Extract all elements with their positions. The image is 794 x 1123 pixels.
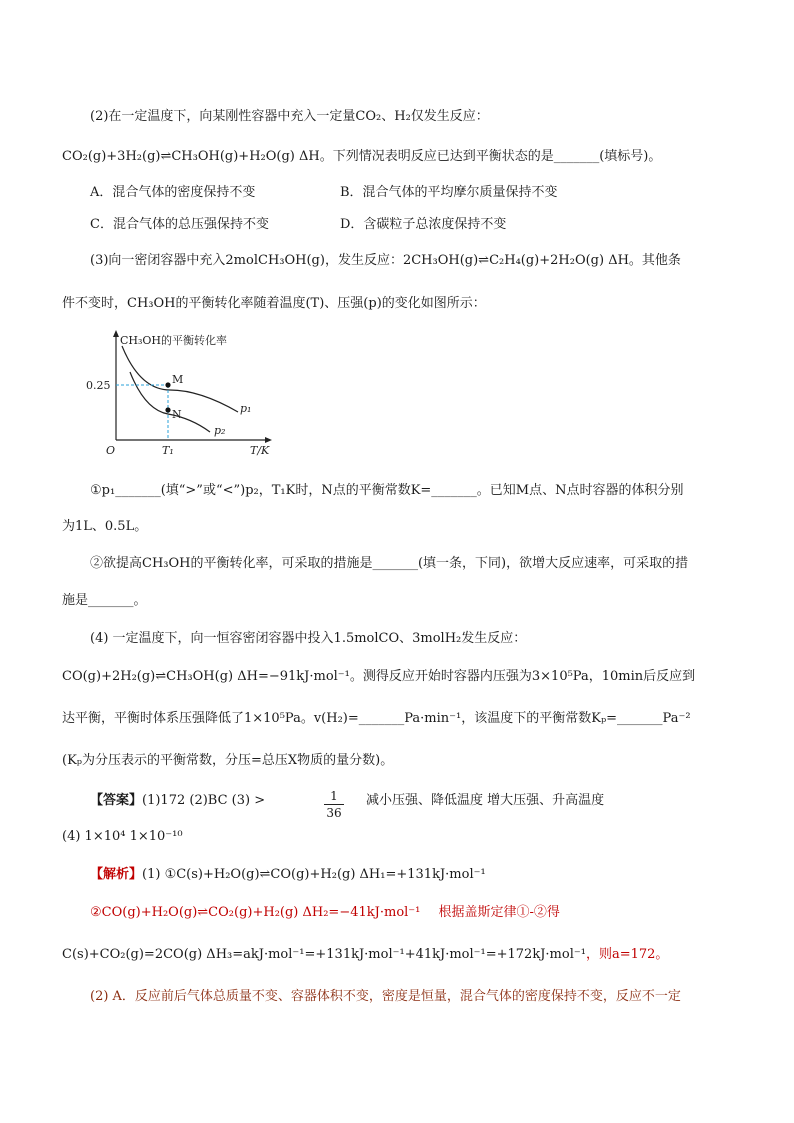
analysis-eq3: C(s)+CO₂(g)=2CO(g) ΔH₃=akJ·mol⁻¹=+131kJ·mol⁻¹+41kJ·mol⁻¹=+172kJ·mol⁻¹ — [62, 947, 586, 962]
analysis-label: 【解析】 — [90, 867, 143, 882]
point-n — [165, 407, 170, 412]
fraction-numerator: 1 — [330, 789, 338, 803]
q3-sub1-line1: ①p₁_______(填“>”或“<”)p₂，T₁K时，N点的平衡常数K=_______。已知M点、N点时容器的体积分别 — [90, 483, 684, 498]
q2-option-a: A．混合气体的密度保持不变 — [90, 185, 256, 200]
analysis-line2 — [90, 904, 560, 922]
q3-sub1-line2: 为1L、0.5L。 — [62, 519, 148, 534]
tick-025: 0.25 — [86, 379, 111, 392]
q3-sub2-line1: ②欲提高CH₃OH的平衡转化率，可采取的措施是_______(填一条，下同)，欲增大反应速率，可采取的措 — [90, 556, 689, 571]
q3-line2: 件不变时，CH₃OH的平衡转化率随着温度(T)、压强(p)的变化如图所示： — [62, 296, 486, 311]
label-origin: O — [106, 444, 116, 457]
fraction-denominator: 36 — [326, 806, 342, 820]
q4-line3: 达平衡，平衡时体系压强降低了1×10⁵Pa。v(H₂)=_______Pa·min⁻¹，该温度下的平衡常数Kₚ=_______Pa⁻² — [62, 711, 691, 726]
point-m — [165, 382, 170, 387]
label-p2: p₂ — [214, 424, 226, 437]
analysis-hess: 根据盖斯定律①-②得 — [438, 905, 560, 920]
analysis-eq1: (1) ①C(s)+H₂O(g)⇌CO(g)+H₂(g) ΔH₁=+131kJ·mol⁻¹ — [142, 867, 486, 882]
analysis-eq2: ②CO(g)+H₂O(g)⇌CO₂(g)+H₂(g) ΔH₂=−41kJ·mol⁻¹ — [90, 905, 421, 920]
q2-option-d: D．含碳粒子总浓度保持不变 — [340, 217, 507, 232]
q3-line1: (3)向一密闭容器中充入2molCH₃OH(g)，发生反应：2CH₃OH(g)⇌C₂H₄(g)+2H₂O(g) ΔH。其他条 — [90, 253, 681, 268]
q2-equation: CO₂(g)+3H₂(g)⇌CH₃OH(g)+H₂O(g) ΔH。下列情况表明反应已达到平衡状态的是_______(填标号)。 — [62, 149, 662, 164]
analysis-line4: (2) A．反应前后气体总质量不变、容器体积不变，密度是恒量，混合气体的密度保持不变，反应不一定 — [90, 989, 681, 1004]
y-axis-arrow — [113, 330, 119, 337]
q4-line2: CO(g)+2H₂(g)⇌CH₃OH(g) ΔH=−91kJ·mol⁻¹。测得反应开始时容器内压强为3×10⁵Pa，10min后反应到 — [62, 669, 696, 684]
q3-sub2-line2: 施是_______。 — [62, 593, 147, 608]
answer-fraction — [322, 788, 346, 821]
label-t1: T₁ — [162, 444, 174, 457]
q2-intro: (2)在一定温度下，向某刚性容器中充入一定量CO₂、H₂仅发生反应： — [90, 109, 489, 124]
conversion-chart — [86, 330, 280, 460]
x-axis-arrow — [265, 437, 272, 443]
answer-label: 【答案】 — [90, 793, 143, 808]
answer-part1: (1)172 (2)BC (3) > — [142, 793, 266, 808]
label-p1: p₁ — [240, 402, 252, 415]
curve-p2 — [130, 372, 210, 432]
analysis-result: ，则a=172。 — [585, 947, 669, 962]
q2-option-b: B．混合气体的平均摩尔质量保持不变 — [340, 185, 558, 200]
label-n: N — [172, 408, 182, 421]
q4-line1: (4) 一定温度下，向一恒容密闭容器中投入1.5molCO、3molH₂发生反应： — [90, 631, 527, 646]
q4-line4: (Kₚ为分压表示的平衡常数，分压=总压X物质的量分数)。 — [62, 753, 394, 768]
answer-line1 — [90, 792, 265, 810]
chart-xlabel: T/K — [250, 444, 270, 457]
q2-option-c: C．混合气体的总压强保持不变 — [90, 217, 269, 232]
analysis-line1 — [90, 866, 486, 884]
answer-part3: (4) 1×10⁴ 1×10⁻¹⁰ — [62, 829, 183, 844]
chart-ylabel: CH₃OH的平衡转化率 — [120, 334, 228, 347]
label-m: M — [172, 373, 184, 386]
answer-part2: 减小压强、降低温度 增大压强、升高温度 — [366, 793, 605, 808]
analysis-line3 — [62, 946, 668, 964]
